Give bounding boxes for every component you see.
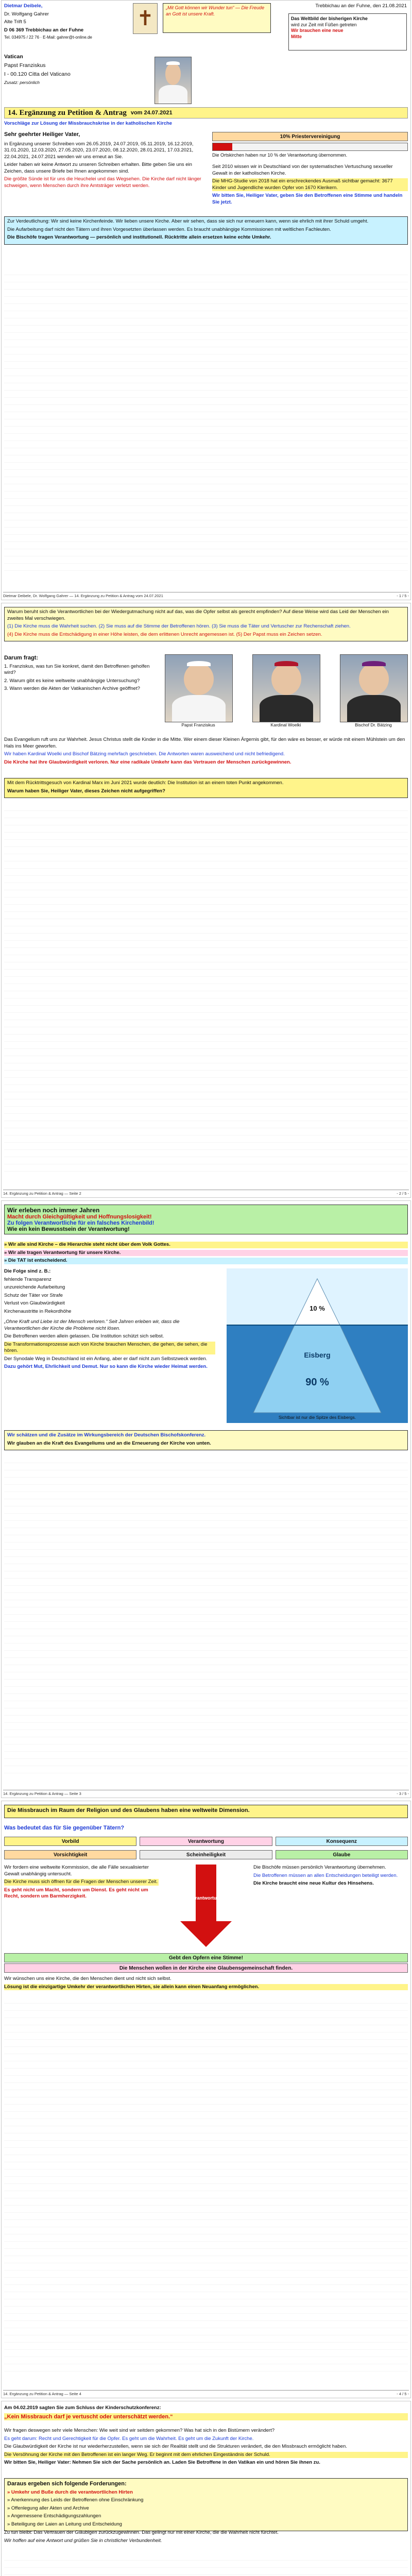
paragraph: Wir fragen deswegen sehr viele Menschen: Wie weit sind wir seitdem gekommen? Was hat sich in den Bistümern verändert?: [4, 2428, 275, 2433]
addressee-block: [4, 54, 133, 87]
demand-item: » Anerkennung des Leids der Betroffenen ohne Einschränkung: [7, 2497, 144, 2503]
addressee-line: Papst Franziskus: [4, 62, 46, 69]
down-arrow-icon: [180, 1865, 232, 1947]
place-date-text: Trebbichau an der Fuhne, den 21.08.2021: [315, 3, 407, 9]
paragraph: Wir bitten Sie, Heiliger Vater: Nehmen Sie sich der Sache persönlich an. Laden Sie Betroffene in den Vatikan ein und hören Sie ihnen zu.: [4, 2460, 320, 2466]
letter-right-column: [212, 164, 408, 207]
footer-right: - 3 / 5 -: [397, 1791, 409, 1796]
progress-track: [212, 143, 408, 151]
intro-paragraph: Warum beruht sich die Verantwortlichen bei der Wiedergutmachung nicht auf das, was die Opfer selbst als gerecht empfinden? Auf diese Weise wird das Leid der Menschen ein zweites Mal verschwiegen.: [7, 609, 389, 621]
letter-left-column: [4, 131, 206, 191]
subtitle-text: Vorschläge zur Lösung der Missbrauchskrise in der katholischen Kirche: [4, 121, 173, 126]
page5-fill: [4, 2553, 408, 2576]
page3-bottom: [4, 1430, 408, 1450]
demand-item: » Umkehr und Buße durch die verantwortlichen Hirten: [7, 2489, 133, 2495]
demand-bar: Gebt den Opfern eine Stimme!: [4, 1953, 408, 1962]
addressee-line: I - 00.120 Citta del Vaticano: [4, 71, 71, 77]
footer-left: 14. Ergänzung zu Petition & Antrag — Seite 3: [3, 1791, 81, 1796]
footer-right: - 4 / 5 -: [397, 2392, 409, 2396]
paragraph: Die Glaubwürdigkeit der Kirche ist nur wiederherzustellen, wenn sie sich der Realität stellt und die Strukturen verändert, die den Missbrauch ermöglicht haben.: [4, 2444, 347, 2450]
portrait-caption: Papst Franziskus: [181, 722, 215, 727]
pope-portrait: [154, 57, 191, 103]
demands-box: [4, 2478, 408, 2531]
chip: Scheinheiligkeit: [140, 1850, 272, 1859]
list-item: Kirchenaustritte in Rekordhöhe: [4, 1308, 72, 1314]
clarification-paragraph: Zur Verdeutlichung: Wir sind keine Kirchenfeinde. Wir lieben unsere Kirche. Aber wir sehen, dass sie sich nur erneuern kann, wenn sie ehrlich mit ihrer Schuld umgeht.: [7, 218, 369, 224]
right-paragraph: Wir bitten Sie, Heiliger Vater, geben Sie den Betroffenen eine Stimme und handeln Sie jetzt.: [212, 193, 403, 205]
wir-line: » Wir alle sind Kirche – die Hierarchie steht nicht über dem Volk Gottes.: [4, 1242, 408, 1248]
list-item: unzureichende Aufarbeitung: [4, 1284, 65, 1291]
portrait-image: [340, 654, 408, 722]
sender-line: Alte Trift 5: [4, 19, 26, 25]
place-date: [278, 3, 407, 11]
left-paragraph: Wir fordern eine weltweite Kommission, die alle Fälle sexualisierter Gewalt unabhängig untersucht.: [4, 1865, 149, 1877]
portrait-caption: Kardinal Woelki: [270, 722, 301, 727]
left-paragraph: „Ohne Kraft und Liebe ist der Mensch verloren.“ Seit Jahren erleben wir, dass die Verantwortlichen der Kirche die Probleme nicht lösen.: [4, 1319, 180, 1331]
left-paragraph: Die Betroffenen werden allein gelassen. Die Institution schützt sich selbst.: [4, 1333, 164, 1340]
title-bar: [4, 107, 408, 118]
bottom-paragraph: Mit dem Rücktrittsgesuch von Kardinal Marx im Juni 2021 wurde deutlich: Die Institution ist an einem toten Punkt angekommen.: [7, 780, 284, 786]
right-paragraph: Die Bischöfe müssen persönlich Verantwortung übernehmen.: [253, 1865, 386, 1870]
arrow-svg: [165, 1865, 247, 1947]
bottom-paragraph: Wir glauben an die Kraft des Evangeliums und an die Erneuerung der Kirche von unten.: [7, 1440, 211, 1446]
right-paragraph: Die Betroffenen müssen an allen Entscheidungen beteiligt werden.: [253, 1872, 398, 1878]
recipient-note: Zusatz: persönlich: [4, 79, 40, 85]
body-paragraph: Leider haben wir keine Antwort zu unseren Schreiben erhalten. Bitte geben Sie uns ein Zeichen, dass unsere Briefe bei Ihnen angekommen sind.: [4, 162, 192, 174]
left-paragraph: Die Kirche muss sich öffnen für die Fragen der Menschen unserer Zeit.: [4, 1879, 158, 1885]
wir-lines: [4, 1242, 408, 1266]
closing-paragraph: Zu tun bleibt: Das Vertrauen der Gläubigen zurückzugewinnen. Das gelingt nur mit einer Kirche, die die Wahrheit nicht fürchtet.: [4, 2530, 279, 2535]
wir-line: » Wir alle tragen Verantwortung für unsere Kirche.: [4, 1250, 408, 1257]
wir-line: » Die TAT ist entscheidend.: [4, 1258, 408, 1264]
cross-icon: ✝: [136, 7, 154, 30]
page5-closing-paragraphs: [4, 2530, 408, 2546]
sender-contact: Tel. 034975 / 22 76 · E-Mail: gahrer@t-online.de: [4, 35, 92, 40]
quote-top: „Mit Gott können wir Wunder tun“ — Die Freude an Gott ist unsere Kraft.: [166, 5, 265, 16]
page-footer: [3, 1190, 409, 1196]
banner-line: Wir erleben noch immer Jahren: [7, 1207, 100, 1214]
sender-line: Dietmar Deibele,: [4, 3, 43, 9]
chip: Glaube: [276, 1850, 408, 1859]
iceberg-label: Eisberg: [304, 1351, 331, 1359]
page4-fill: [4, 1996, 408, 2372]
page2-fill: [4, 804, 408, 1175]
page-footer: [3, 592, 409, 598]
page2-intro: [4, 607, 408, 641]
list-title: Die Folge sind z. B.:: [4, 1268, 51, 1274]
demand-item: » Offenlegung aller Akten und Archive: [7, 2505, 89, 2511]
middle-paragraph: Das Evangelium ruft uns zur Wahrheit. Jesus Christus stellt die Kinder in die Mitte. Wer einem dieser Kleinen Ärgernis gibt, für den wäre es besser, er würde mit einem Mühlstein um den Hals ins Meer geworfen.: [4, 737, 405, 749]
stamp-box: [288, 13, 407, 50]
arrow-label: Verantwortung: [190, 1895, 222, 1901]
left-paragraph: Es geht nicht um Macht, sondern um Dienst. Es geht nicht um Recht, sondern um Barmherzigkeit.: [4, 1887, 148, 1900]
middle-paragraph: Die Kirche hat ihre Glaubwürdigkeit verloren. Nur eine radikale Umkehr kann das Vertrauen der Menschen zurückgewinnen.: [4, 759, 291, 765]
intro-quote: „Kein Missbrauch darf je vertuscht oder unterschätzt werden.“: [4, 2413, 408, 2421]
list-item: Verlust von Glaubwürdigkeit: [4, 1300, 65, 1307]
iceberg-svg: [227, 1268, 408, 1423]
cross-emblem: [133, 3, 158, 34]
paragraph: Es geht darum: Recht und Gerechtigkeit für die Opfer. Es geht um die Wahrheit. Es geht um die Zukunft der Kirche.: [4, 2435, 254, 2442]
list-item: fehlende Transparenz: [4, 1276, 52, 1282]
iceberg-bottom-label: 90 %: [305, 1377, 329, 1388]
clarification-paragraph: Die Bischöfe tragen Verantwortung — persönlich und institutionell. Rücktritte allein ersetzen keine echte Umkehr.: [7, 234, 271, 241]
closing-paragraph: Wir hoffen auf eine Antwort und grüßen Sie in christlicher Verbundenheit.: [4, 2537, 162, 2544]
banner-line: Zu folgen Verantwortliche für ein falsches Kirchenbild!: [7, 1220, 154, 1226]
page4-headline: [4, 1805, 408, 1818]
stamp-line: Mitte: [291, 34, 302, 40]
portrait-image: [165, 654, 233, 722]
darum-title: Darum fragt:: [4, 655, 39, 661]
salutation: Sehr geehrter Heiliger Vater,: [4, 131, 80, 138]
footer-right: - 2 / 5 -: [397, 1191, 409, 1196]
page-3: [0, 1200, 412, 1798]
page4-left-column: [4, 1865, 159, 1902]
iceberg-graphic: [227, 1268, 408, 1423]
intro-paragraph: (1) Die Kirche muss die Wahrheit suchen. (2) Sie muss auf die Stimme der Betroffenen hören. (3) Sie muss die Täter und Vertuscher zur Rechenschaft ziehen.: [7, 623, 351, 630]
intro-line: Am 04.02.2019 sagten Sie zum Schluss der Kinderschutzkonferenz:: [4, 2405, 161, 2411]
footer-left: Dietmar Deibele, Dr. Wolfgang Gahrer — 14. Ergänzung zu Petition & Antrag vom 24.07.2021: [3, 594, 163, 598]
left-paragraph: Der Synodale Weg in Deutschland ist ein Anfang, aber er darf nicht zum Selbstzweck werden.: [4, 1355, 208, 1362]
left-paragraph: Die Transformationsprozesse auch von Kirche brauchen Menschen, die gehen, die sehen, die hören.: [4, 1342, 215, 1354]
chip-grid: [4, 1836, 408, 1860]
chip: Verantwortung: [140, 1837, 272, 1846]
question: Was bedeutet das für Sie gegenüber Tätern?: [4, 1825, 125, 1831]
page4-right-column: [253, 1865, 408, 1889]
darum-item: 1. Franziskus, was tun Sie konkret, damit den Betroffenen geholfen wird?: [4, 663, 150, 676]
demands-title: Daraus ergeben sich folgende Forderungen:: [7, 2481, 127, 2487]
chip: Vorbild: [4, 1837, 136, 1846]
page-title: 14. Ergänzung zu Petition & Antrag: [8, 108, 127, 117]
right-paragraph: Seit 2010 wissen wir in Deutschland von der systematischen Vertuschung sexueller Gewalt in der katholischen Kirche.: [212, 164, 393, 176]
banner: [4, 1205, 408, 1234]
bottom-paragraph: Warum haben Sie, Heiliger Vater, dieses Zeichen nicht aufgegriffen?: [7, 788, 165, 794]
chip: Konsequenz: [276, 1837, 408, 1846]
left-paragraph: Dazu gehört Mut, Ehrlichkeit und Demut. Nur so kann die Kirche wieder Heimat werden.: [4, 1364, 208, 1370]
page3-left-column: [4, 1319, 215, 1372]
chip: Vorsichtigkeit: [4, 1850, 136, 1859]
intro-paragraph: (4) Die Kirche muss die Entschädigung in einer Höhe leisten, die dem erlittenen Unrecht angemessen ist. (5) Der Papst muss ein Zeichen setzen.: [7, 631, 322, 637]
page-footer: [3, 1790, 409, 1796]
clarification-block: [4, 216, 408, 245]
title-date: vom 24.07.2021: [130, 110, 173, 116]
page5-paragraphs: [4, 2428, 408, 2468]
progress-card: [212, 131, 408, 160]
subtitle: [4, 121, 408, 129]
body-paragraph: Die größte Sünde ist für uns die Heuchelei und das Wegsehen. Die Kirche darf nicht länger schweigen, wenn Menschen durch ihre Amtsträger verletzt werden.: [4, 176, 201, 189]
body-paragraph: in Ergänzung unserer Schreiben vom 26.05.2019, 24.07.2019, 05.11.2019, 16.12.2019, 31.01.2020, 12.03.2020, 27.05.2020, 23.07.2020, 08.12.2020, 28.01.2021, 17.03.2021, 22.04.2021, 24.07.2021 wenden wir uns erneut an Sie.: [4, 141, 194, 160]
right-paragraph: Die Kirche braucht eine neue Kultur des Hinsehens.: [253, 1880, 374, 1887]
portrait-caption: Bischof Dr. Bätzing: [355, 722, 392, 727]
stamp-line: wird zur Zeit mit Füßen getreten: [291, 22, 357, 27]
page5-intro: [4, 2405, 408, 2422]
page1-fill: [4, 268, 408, 577]
page-4: [0, 1801, 412, 2398]
portrait-image: [252, 654, 320, 722]
footer-right: - 1 / 5 -: [397, 594, 409, 598]
clarification-paragraph: Die Aufarbeitung darf nicht den Tätern und ihren Vorgesetzten überlassen werden. Es braucht unabhängige Kommissionen mit weltlichen Fachleuten.: [7, 226, 331, 232]
page2-bottom-box: [4, 778, 408, 798]
banner-line: Macht durch Gleichgültigkeit und Hoffnungslosigkeit!: [7, 1214, 152, 1220]
page4-bottom: [4, 1976, 408, 1992]
progress-fill: [213, 143, 232, 150]
demand-item: » Angemessene Entschädigungszahlungen: [7, 2513, 101, 2519]
consequence-list: [4, 1268, 159, 1316]
page-1: [0, 0, 412, 600]
footer-left: 14. Ergänzung zu Petition & Antrag — Seite 2: [3, 1191, 81, 1196]
quote-box: [163, 3, 271, 33]
bottom-paragraph: Lösung ist die einzigartige Umkehr der verantwortlichen Hirten, sie allein kann einen Neuanfang ermöglichen.: [4, 1984, 408, 1991]
iceberg-top-label: 10 %: [310, 1304, 325, 1312]
progress-title: 10% Priestervereinigung: [212, 132, 408, 141]
iceberg-caption: Sichtbar ist nur die Spitze des Eisbergs.: [278, 1415, 356, 1420]
sender-line: D 06 369 Trebbichau an der Fuhne: [4, 27, 84, 33]
page3-fill: [4, 1456, 408, 1775]
page-5: [0, 2401, 412, 2576]
sender-block: [4, 3, 123, 42]
bottom-paragraph: Wir wünschen uns eine Kirche, die den Menschen dient und nicht sich selbst.: [4, 1976, 171, 1981]
page-2: [0, 603, 412, 1198]
page4-question: [4, 1824, 408, 1834]
bottom-paragraph: Wir schätzen und die Zusätze im Wirkungsbereich der Deutschen Bischofskonferenz.: [7, 1432, 206, 1438]
progress-note: Die Ortskirchen haben nur 10 % der Verantwortung übernommen.: [212, 152, 348, 158]
footer-left: 14. Ergänzung zu Petition & Antrag — Seite 4: [3, 2392, 81, 2396]
paragraph: Die Versöhnung der Kirche mit den Betroffenen ist ein langer Weg. Er beginnt mit dem ehrlichen Eingeständnis der Schuld.: [4, 2452, 408, 2459]
demand-bar: Die Menschen wollen in der Kirche eine Glaubensgemeinschaft finden.: [4, 1963, 408, 1973]
portrait-image: [154, 57, 192, 104]
banner-line: Wie ein kein Bewusstsein der Verantwortung!: [7, 1226, 130, 1232]
stamp-line: Wir brauchen eine neue: [291, 28, 344, 33]
middle-paragraph: Wir haben Kardinal Woelki und Bischof Bätzing mehrfach geschrieben. Die Antworten waren ausweichend und nicht befriedigend.: [4, 751, 285, 757]
darum-block: [4, 654, 159, 694]
darum-item: 3. Wann werden die Akten der Vatikanischen Archive geöffnet?: [4, 686, 140, 692]
page-footer: [3, 2390, 409, 2396]
list-item: Schutz der Täter vor Strafe: [4, 1292, 63, 1298]
demand-item: » Beteiligung der Laien an Leitung und Entscheidung: [7, 2521, 122, 2527]
sender-line: Dr. Wolfgang Gahrer: [4, 11, 49, 17]
headline: Die Missbrauch im Raum der Religion und des Glaubens haben eine weltweite Dimension.: [7, 1807, 250, 1814]
addressee-line: Vatican: [4, 54, 23, 60]
darum-item: 2. Warum gibt es keine weltweite unabhängige Untersuchung?: [4, 677, 140, 684]
page4-bars: [4, 1952, 408, 1974]
right-paragraph: Die MHG-Studie von 2018 hat ein erschreckendes Ausmaß sichtbar gemacht: 3677 Kinder und Jugendliche wurden Opfer von 1670 Klerikern.: [212, 178, 408, 191]
page2-middle: [4, 737, 408, 767]
responsibility-arrow: [165, 1865, 247, 1947]
stamp-line: Das Weltbild der bisherigen Kirche: [291, 16, 368, 21]
portrait-row: [165, 654, 408, 732]
